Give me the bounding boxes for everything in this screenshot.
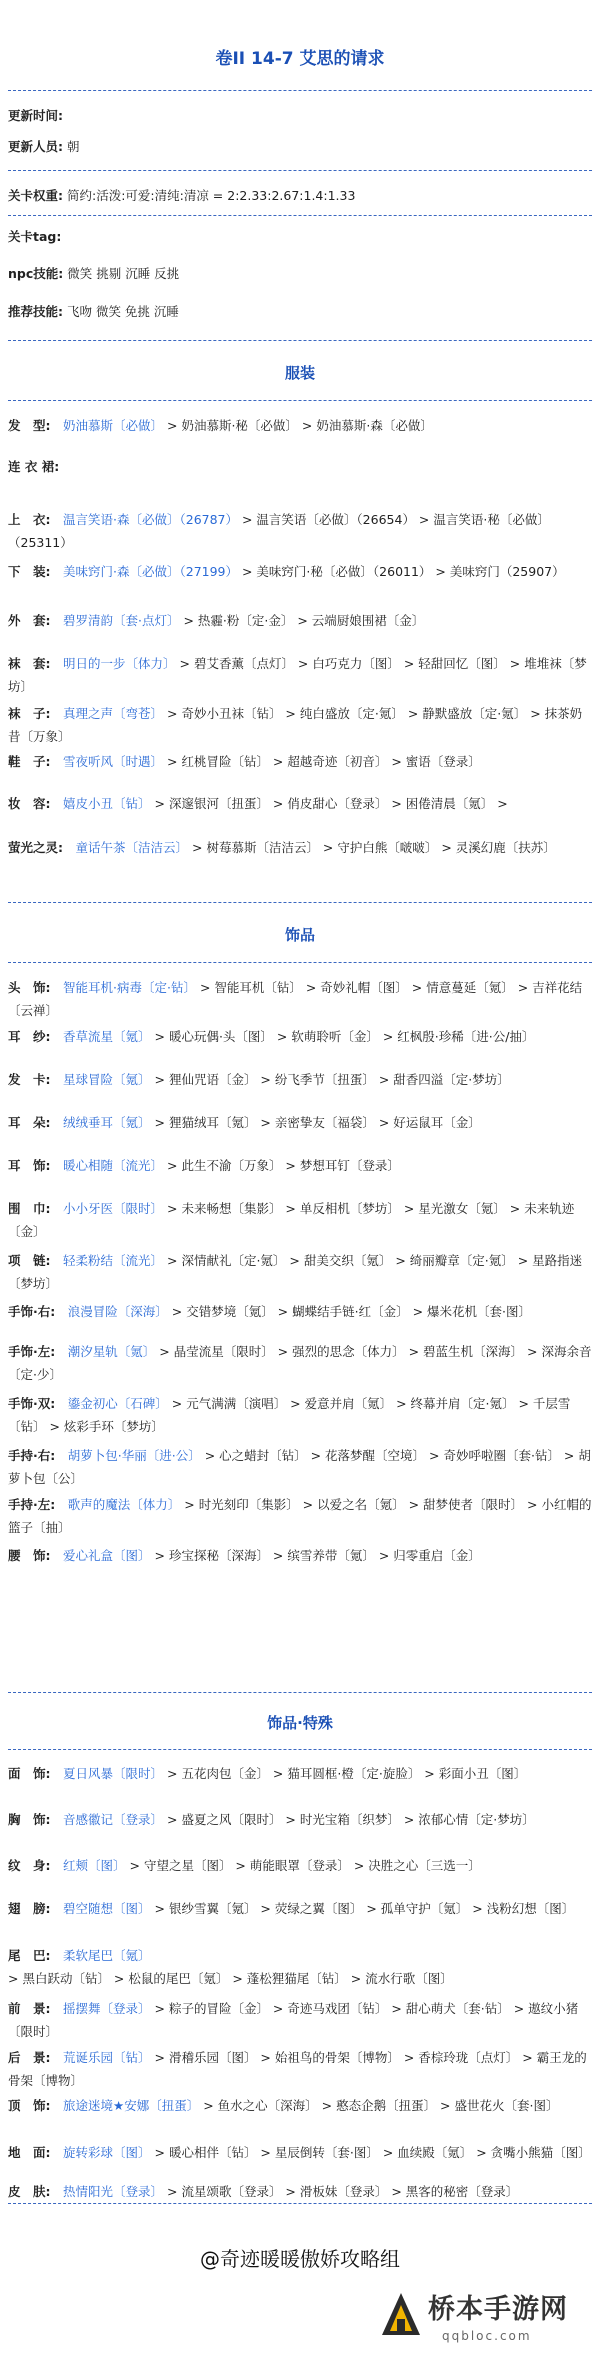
alternative-items: > 此生不渝〔万象〕 > 梦想耳钉〔登录〕 bbox=[163, 1158, 400, 1173]
slot-label: 手饰·左: bbox=[8, 1344, 56, 1359]
best-item-link[interactable]: 奶油慕斯〔必做〕 bbox=[63, 418, 164, 433]
updater-label: 更新人员: bbox=[8, 139, 63, 154]
alternative-items: > 流星颂歌〔登录〕 > 滑板妹〔登录〕 > 黑客的秘密〔登录〕 bbox=[163, 2184, 519, 2199]
best-item-link[interactable]: 香草流星〔氪〕 bbox=[63, 1029, 151, 1044]
divider bbox=[8, 2203, 592, 2204]
special-row bbox=[8, 1808, 594, 1831]
slot-label: 连 衣 裙: bbox=[8, 459, 60, 474]
slot-label: 围 巾: bbox=[8, 1201, 51, 1216]
alternative-items: > 树莓慕斯〔洁洁云〕 > 守护白熊〔啵啵〕 > 灵溪幻鹿〔扶苏〕 bbox=[188, 840, 556, 855]
clothing-row bbox=[8, 702, 594, 748]
npc-label: npc技能: bbox=[8, 266, 64, 281]
footer-credit: @奇迹暖暖傲娇攻略组 bbox=[200, 2247, 400, 2271]
special-row bbox=[8, 1944, 594, 1990]
bridge-logo-icon bbox=[380, 2291, 422, 2339]
special-row bbox=[8, 2141, 594, 2164]
accessories-row bbox=[8, 1340, 594, 1386]
alternative-items: > 五花肉包〔金〕 > 猫耳圆框·橙〔定·旋脸〕 > 彩面小丑〔图〕 bbox=[163, 1766, 527, 1781]
best-item-link[interactable]: 潮汐星轨〔氪〕 bbox=[67, 1344, 156, 1359]
slot-label: 翅 膀: bbox=[8, 1901, 51, 1916]
slot-label: 头 饰: bbox=[8, 980, 51, 995]
divider bbox=[8, 400, 592, 401]
accessories-row bbox=[8, 1392, 594, 1438]
clothing-row bbox=[8, 414, 594, 437]
divider bbox=[8, 962, 592, 963]
special-row bbox=[8, 2046, 594, 2092]
slot-label: 纹 身: bbox=[8, 1858, 51, 1873]
rec-row bbox=[8, 300, 594, 323]
slot-label: 腰 饰: bbox=[8, 1548, 51, 1563]
best-item-link[interactable]: 雪夜听风〔时遇〕 bbox=[63, 754, 164, 769]
alternative-items: > 粽子的冒险〔金〕 > 奇迹马戏团〔钻〕 > 甜心萌犬〔套·钻〕 > 遨纹小猪〔限时〕 bbox=[8, 2001, 579, 2039]
alternative-items: > 时光刻印〔集影〕 > 以爱之名〔氪〕 > 甜梦使者〔限时〕 > 小红帽的篮子〔抽〕 bbox=[8, 1497, 592, 1535]
section-heading-special: 饰品·特殊 bbox=[267, 1714, 333, 1732]
rec-value: 飞吻 微笑 免挑 沉睡 bbox=[66, 304, 179, 319]
best-item-link[interactable]: 旋转彩球〔图〕 bbox=[63, 2145, 151, 2160]
clothing-row bbox=[8, 508, 594, 554]
alternative-items: > 滑稽乐园〔图〕 > 始祖鸟的骨架〔博物〕 > 香棕玲珑〔点灯〕 > 霸王龙的骨架〔博物〕 bbox=[8, 2050, 587, 2088]
alternative-items: > 元气满满〔演唱〕 > 爱意并肩〔氪〕 > 终幕并肩〔定·氪〕 > 千层雪〔钻〕 > 炫彩手环〔梦坊〕 bbox=[8, 1396, 571, 1434]
best-item-link[interactable]: 鎏金初心〔石碑〕 bbox=[67, 1396, 168, 1411]
best-item-link[interactable]: 温言笑语·森〔必做〕（26787） bbox=[63, 512, 239, 527]
section-heading-clothing: 服装 bbox=[284, 364, 315, 382]
alternative-items: > 奇妙小丑袜〔钻〕 > 纯白盛放〔定·氪〕 > 静默盛放〔定·氪〕 > 抹茶奶昔〔万象〕 bbox=[8, 706, 583, 744]
best-item-link[interactable]: 旅途迷境★安娜〔扭蛋〕 bbox=[63, 2098, 200, 2113]
best-item-link[interactable]: 碧空随想〔图〕 bbox=[63, 1901, 151, 1916]
slot-label: 地 面: bbox=[8, 2145, 51, 2160]
update-time-label: 更新时间: bbox=[8, 108, 63, 123]
alternative-items: > 暖心玩偶·头〔图〕 > 软萌聆听〔金〕 > 红枫殷·珍稀〔进·公/抽〕 bbox=[150, 1029, 535, 1044]
best-item-link[interactable]: 轻柔粉结〔流光〕 bbox=[63, 1253, 164, 1268]
alternative-items: > 心之蜡封〔钻〕 > 花落梦醒〔空境〕 > 奇妙呼啦圈〔套·钻〕 > 胡萝卜包〔公〕 bbox=[8, 1448, 591, 1486]
best-item-link[interactable]: 热情阳光〔登录〕 bbox=[63, 2184, 164, 2199]
slot-label: 袜 套: bbox=[8, 656, 51, 671]
slot-label: 手持·右: bbox=[8, 1448, 56, 1463]
special-row bbox=[8, 2094, 594, 2117]
clothing-row bbox=[8, 455, 594, 478]
updater-value: 朝 bbox=[66, 139, 80, 154]
best-item-link[interactable]: 小小牙医〔限时〕 bbox=[63, 1201, 164, 1216]
slot-label: 耳 纱: bbox=[8, 1029, 51, 1044]
npc-value: 微笑 挑剔 沉睡 反挑 bbox=[67, 266, 180, 281]
alternative-items: > 盛夏之风〔限时〕 > 时光宝箱〔织梦〕 > 浓郁心情〔定·梦坊〕 bbox=[163, 1812, 535, 1827]
slot-label: 项 链: bbox=[8, 1253, 51, 1268]
accessories-row bbox=[8, 1197, 594, 1243]
tag-row bbox=[8, 225, 594, 248]
slot-label: 上 衣: bbox=[8, 512, 51, 527]
alternative-items: > 狸猫绒耳〔氪〕 > 亲密挚友〔福袋〕 > 好运鼠耳〔金〕 bbox=[150, 1115, 481, 1130]
slot-label: 皮 肤: bbox=[8, 2184, 51, 2199]
accessories-row bbox=[8, 1493, 594, 1539]
slot-label: 耳 朵: bbox=[8, 1115, 51, 1130]
alternative-items: > 热霾·粉〔定·金〕 > 云端厨娘围裙〔金〕 bbox=[179, 613, 425, 628]
slot-label: 发 卡: bbox=[8, 1072, 51, 1087]
alternative-items: > 暖心相伴〔钻〕 > 星辰倒转〔套·图〕 > 血续殿〔氪〕 > 贪嘴小熊猫〔图〕 bbox=[150, 2145, 591, 2160]
divider bbox=[8, 170, 592, 171]
best-item-link[interactable]: 红颊〔图〕 bbox=[63, 1858, 126, 1873]
clothing-row bbox=[8, 652, 594, 698]
best-item-link[interactable]: 摇摆舞〔登录〕 bbox=[63, 2001, 151, 2016]
divider bbox=[8, 90, 592, 91]
slot-label: 手饰·右: bbox=[8, 1304, 56, 1319]
best-item-link[interactable]: 明日的一步〔体力〕 bbox=[63, 656, 176, 671]
weight-label: 关卡权重: bbox=[8, 188, 63, 203]
alternative-items: > 温言笑语〔必做〕（26654） > 温言笑语·秘〔必做〕（25311） bbox=[8, 512, 550, 550]
slot-label: 胸 饰: bbox=[8, 1812, 51, 1827]
rec-label: 推荐技能: bbox=[8, 304, 63, 319]
slot-label: 耳 饰: bbox=[8, 1158, 51, 1173]
special-row bbox=[8, 1854, 594, 1877]
alternative-items: > 银纱雪翼〔氪〕 > 荧绿之翼〔图〕 > 孤单守护〔氪〕 > 浅粉幻想〔图〕 bbox=[150, 1901, 575, 1916]
best-item-link[interactable]: 音感徽记〔登录〕 bbox=[63, 1812, 164, 1827]
alternative-items: > 红桃冒险〔钻〕 > 超越奇迹〔初音〕 > 蜜语〔登录〕 bbox=[163, 754, 481, 769]
slot-label: 妆 容: bbox=[8, 796, 51, 811]
alternative-items: > 守望之星〔图〕 > 萌能眼罩〔登录〕 > 决胜之心〔三选一〕 bbox=[125, 1858, 481, 1873]
alternative-items: > 黑白跃动〔钻〕 > 松鼠的尾巴〔氪〕 > 蓬松狸猫尾〔钻〕 > 流水行歌〔图〕 bbox=[8, 1971, 453, 1986]
divider bbox=[8, 215, 592, 216]
alternative-items: > 鱼水之心〔深海〕 > 憨态企鹅〔扭蛋〕 > 盛世花火〔套·图〕 bbox=[199, 2098, 559, 2113]
weight-row bbox=[8, 184, 594, 207]
slot-label: 手持·左: bbox=[8, 1497, 56, 1512]
alternative-items: > 奶油慕斯·秘〔必做〕 > 奶油慕斯·森〔必做〕 bbox=[163, 418, 433, 433]
slot-label: 发 型: bbox=[8, 418, 51, 433]
best-item-link[interactable]: 夏日风暴〔限时〕 bbox=[63, 1766, 164, 1781]
clothing-row bbox=[8, 750, 594, 773]
alternative-items: > 智能耳机〔钻〕 > 奇妙礼帽〔图〕 > 情意蔓延〔氪〕 > 吉祥花结〔云禅〕 bbox=[8, 980, 583, 1018]
weight-value: 简约:活泼:可爱:清纯:清凉 = 2:2.33:2.67:1.4:1.33 bbox=[66, 188, 356, 203]
alternative-items: > 狸仙咒语〔金〕 > 纷飞季节〔扭蛋〕 > 甜香四溢〔定·梦坊〕 bbox=[150, 1072, 510, 1087]
alternative-items: > 珍宝探秘〔深海〕 > 缤雪养带〔氪〕 > 归零重启〔金〕 bbox=[150, 1548, 481, 1563]
slot-label: 尾 巴: bbox=[8, 1948, 51, 1963]
alternative-items: > 深情献礼〔定·氪〕 > 甜美交织〔氪〕 > 绮丽瓣章〔定·氪〕 > 星路指迷〔梦坊〕 bbox=[8, 1253, 583, 1291]
best-item-link[interactable]: 柔软尾巴〔氪〕 bbox=[63, 1948, 151, 1963]
watermark-name: 桥本手游网 bbox=[428, 2294, 568, 2325]
best-item-link[interactable]: 美味窍门·森〔必做〕（27199） bbox=[63, 564, 239, 579]
best-item-link[interactable]: 智能耳机·病毒〔定·钻〕 bbox=[63, 980, 196, 995]
accessories-row bbox=[8, 1444, 594, 1490]
best-item-link[interactable]: 暖心相随〔流光〕 bbox=[63, 1158, 164, 1173]
npc-row bbox=[8, 262, 594, 285]
special-row bbox=[8, 1997, 594, 2043]
divider bbox=[8, 902, 592, 903]
slot-label: 后 景: bbox=[8, 2050, 51, 2065]
special-row bbox=[8, 2180, 594, 2203]
accessories-row bbox=[8, 1249, 594, 1295]
slot-label: 顶 饰: bbox=[8, 2098, 51, 2113]
accessories-row bbox=[8, 1025, 594, 1048]
clothing-row bbox=[8, 609, 594, 632]
accessories-row bbox=[8, 1068, 594, 1091]
best-item-link[interactable]: 爱心礼盒〔图〕 bbox=[63, 1548, 151, 1563]
best-item-link[interactable]: 胡萝卜包·华丽〔进·公〕 bbox=[67, 1448, 201, 1463]
accessories-row bbox=[8, 1544, 594, 1567]
best-item-link[interactable]: 荒诞乐园〔钻〕 bbox=[63, 2050, 151, 2065]
alternative-items: > 美味窍门·秘〔必做〕（26011） > 美味窍门（25907） bbox=[238, 564, 565, 579]
best-item-link[interactable]: 歌声的魔法〔体力〕 bbox=[67, 1497, 181, 1512]
watermark-domain: qqbloc.com bbox=[442, 2329, 532, 2343]
slot-label: 前 景: bbox=[8, 2001, 51, 2016]
clothing-row bbox=[8, 560, 594, 583]
best-item-link[interactable]: 真理之声〔弯苍〕 bbox=[63, 706, 164, 721]
divider bbox=[8, 1749, 592, 1750]
alternative-items: > 深邃银河〔扭蛋〕 > 俏皮甜心〔登录〕 > 困倦清晨〔氪〕 > bbox=[150, 796, 508, 811]
section-heading-accessories: 饰品 bbox=[284, 926, 315, 944]
slot-label: 外 套: bbox=[8, 613, 51, 628]
best-item-link[interactable]: 绒绒垂耳〔氪〕 bbox=[63, 1115, 151, 1130]
site-watermark bbox=[378, 2285, 598, 2355]
slot-label: 鞋 子: bbox=[8, 754, 51, 769]
best-item-link[interactable]: 碧罗清韵〔套·点灯〕 bbox=[63, 613, 180, 628]
best-item-link[interactable]: 童话午茶〔洁洁云〕 bbox=[75, 840, 189, 855]
accessories-row bbox=[8, 1300, 594, 1323]
accessories-row bbox=[8, 1111, 594, 1134]
special-row bbox=[8, 1762, 594, 1785]
best-item-link[interactable]: 星球冒险〔氪〕 bbox=[63, 1072, 151, 1087]
clothing-row bbox=[8, 792, 594, 815]
slot-label: 面 饰: bbox=[8, 1766, 51, 1781]
alternative-items: > 交错梦境〔氪〕 > 蝴蝶结手链·红〔金〕 > 爆米花机〔套·图〕 bbox=[167, 1304, 531, 1319]
update-time-row bbox=[8, 104, 594, 127]
updater-row bbox=[8, 135, 594, 158]
best-item-link[interactable]: 嬉皮小丑〔钻〕 bbox=[63, 796, 151, 811]
slot-label: 袜 子: bbox=[8, 706, 51, 721]
page-title: 卷II 14-7 艾思的请求 bbox=[215, 49, 385, 69]
slot-label: 下 装: bbox=[8, 564, 51, 579]
alternative-items: > 碧艾香薰〔点灯〕 > 白巧克力〔图〕 > 轻甜回忆〔图〕 > 堆堆袜〔梦坊〕 bbox=[8, 656, 587, 694]
slot-label: 萤光之灵: bbox=[8, 840, 63, 855]
divider bbox=[8, 340, 592, 341]
special-row bbox=[8, 1897, 594, 1920]
tag-label: 关卡tag: bbox=[8, 229, 62, 244]
slot-label: 手饰·双: bbox=[8, 1396, 56, 1411]
accessories-row bbox=[8, 1154, 594, 1177]
alternative-items: > 晶莹流星〔限时〕 > 强烈的思念〔体力〕 > 碧蓝生机〔深海〕 > 深海余音〔定·少〕 bbox=[8, 1344, 592, 1382]
clothing-row bbox=[8, 836, 594, 859]
best-item-link[interactable]: 浪漫冒险〔深海〕 bbox=[67, 1304, 168, 1319]
accessories-row bbox=[8, 976, 594, 1022]
divider bbox=[8, 1692, 592, 1693]
alternative-items: > 未来畅想〔集影〕 > 单反相机〔梦坊〕 > 星光激女〔氪〕 > 未来轨迹〔金〕 bbox=[8, 1201, 575, 1239]
